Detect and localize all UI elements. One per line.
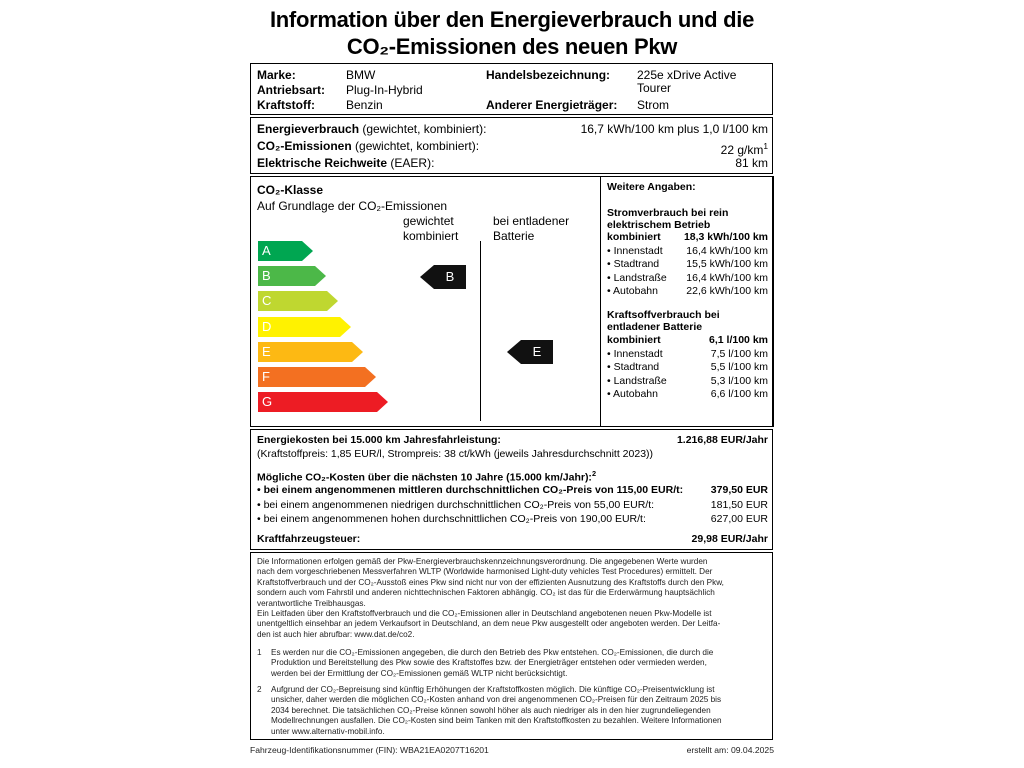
note2-line: 2034 berechnet. Die tatsächlichen CO₂-Preise können sowohl höher als auch niedriger als in den hier zugrundeliegenden xyxy=(271,705,711,715)
paragraph-line: nach dem vorgeschriebenen Messverfahren WLTP (Worldwide harmonised Light-duty vehicles Test Procedures) ermittelt. Der xyxy=(257,567,713,577)
co2-value-wrap xyxy=(721,139,768,157)
strom-heading-2: elektrischem Betrieb xyxy=(607,219,711,231)
anderer-value: Strom xyxy=(637,98,670,112)
weitere-panel xyxy=(600,176,774,427)
energie-suffix: (gewichtet, kombiniert): xyxy=(359,122,487,136)
co2-cost-row-value: 627,00 EUR xyxy=(710,513,768,525)
kraft-row-label: • Landstraße xyxy=(607,374,667,387)
paragraph-line: Die Informationen erfolgen gemäß der Pkw-Energieverbrauchskennzeichnungsverordnung. Die angegebenen Werte wurden xyxy=(257,557,708,566)
discharged-col-line2: Batterie xyxy=(493,229,535,243)
kraft-row-value: 5,5 l/100 km xyxy=(710,361,768,374)
kraft-row-value: 6,6 l/100 km xyxy=(710,388,768,401)
kraft-row-label: • Autobahn xyxy=(607,388,658,401)
discharged-col-line1: bei entladener xyxy=(493,214,570,228)
co2-class-heading: CO₂-Klasse xyxy=(257,183,324,197)
kraft-row-label: • Innenstadt xyxy=(607,347,663,360)
energiekosten-label: Energiekosten bei 15.000 km Jahresfahrleistung: xyxy=(257,434,501,446)
reichweite-suffix: (EAER): xyxy=(387,156,435,170)
class-bar-d xyxy=(258,317,351,337)
co2-kosten-heading: Mögliche CO₂-Kosten über die nächsten 10 Jahre (15.000 km/Jahr): xyxy=(257,471,592,484)
antrieb-value: Plug-In-Hybrid xyxy=(346,83,423,97)
co2-cost-row-label: • bei einem angenommenen mittleren durchschnittlichen CO₂-Preis von 115,00 EUR/t: xyxy=(257,484,684,496)
strom-row-value: 15,5 kWh/100 km xyxy=(686,258,768,271)
costs-box xyxy=(250,429,773,550)
kraft-row-label: • Stadtrand xyxy=(607,361,660,374)
class-bar-label: C xyxy=(262,293,272,309)
kraft-row-value: 7,5 l/100 km xyxy=(710,347,768,360)
strom-heading-1: Stromverbrauch bei rein xyxy=(607,207,729,219)
weighted-class-label: B xyxy=(434,265,466,289)
kraft-row-label: kombiniert xyxy=(607,334,661,346)
kraftstoff-value: Benzin xyxy=(346,98,383,112)
class-bar-tip xyxy=(340,317,351,337)
class-bar-fill xyxy=(258,367,365,387)
note2-line: Modellrechnungen ausfallen. Die CO₂-Kosten sind beim Tanken mit den Kraftstoffkosten zu bezahlen. Weitere Informationen xyxy=(271,716,722,726)
class-bar-label: B xyxy=(262,268,271,284)
co2-class-subheading: Auf Grundlage der CO₂-Emissionen xyxy=(257,199,448,213)
reichweite-label: Elektrische Reichweite xyxy=(257,156,388,170)
co2-cost-row-label: • bei einem angenommenen hohen durchschnittlichen CO₂-Preis von 190,00 EUR/t: xyxy=(257,513,646,525)
note1-line: Produktion und Bereitstellung des Pkw sowie des Kraftstoffes bzw. der Energieträger entstehen oder vermieden werden, xyxy=(271,658,707,668)
co2-cost-row-value: 379,50 EUR xyxy=(710,484,768,496)
co2-value: 22 g/km xyxy=(720,143,764,157)
weighted-col-line2: kombiniert xyxy=(403,229,459,243)
energiekosten-note: (Kraftstoffpreis: 1,85 EUR/l, Strompreis: 38 ct/kWh (jeweils Jahresdurchschnitt 2023)) xyxy=(257,448,654,460)
co2-kosten-heading-wrap xyxy=(257,467,596,485)
energie-row xyxy=(257,122,486,136)
footnotes-box xyxy=(250,552,773,740)
class-bar-label: A xyxy=(262,243,271,258)
class-bar-tip xyxy=(302,241,313,261)
weighted-col-line1: gewichtet xyxy=(403,214,454,228)
strom-row-value: 16,4 kWh/100 km xyxy=(686,271,768,284)
class-bar-label: D xyxy=(262,318,272,334)
reichweite-row xyxy=(257,156,434,170)
class-bar-tip xyxy=(377,392,388,412)
paragraph-line: unentgeltlich einsehbar an jedem Verkaufsort in Deutschland, an dem neue Pkw ausgestellt oder angeboten werden. Der Leitfa- xyxy=(257,619,721,629)
co2-cost-row-label: • bei einem angenommenen niedrigen durchschnittlichen CO₂-Preis von 55,00 EUR/t: xyxy=(257,498,655,511)
strom-row-label: • Autobahn xyxy=(607,285,658,298)
co2-footnote-ref: 1 xyxy=(763,141,768,151)
paragraph-line: den ist auch hier abrufbar: www.dat.de/co2. xyxy=(257,629,415,639)
energie-label: Energieverbrauch xyxy=(257,122,360,136)
handels-label: Handelsbezeichnung: xyxy=(486,68,611,82)
kraft-row-value: 5,3 l/100 km xyxy=(710,374,768,387)
strom-row-label: • Innenstadt xyxy=(607,244,663,257)
co2-label: CO₂-Emissionen xyxy=(257,139,352,153)
handels-value-2: Tourer xyxy=(637,81,672,95)
class-bar-fill xyxy=(258,342,352,362)
note2-number: 2 xyxy=(257,685,262,694)
strom-row-value: 16,4 kWh/100 km xyxy=(686,244,768,257)
note2-line: Aufgrund der CO₂-Bepreisung sind künftig Erhöhungen der Kraftstoffkosten möglich. Die künftige CO₂-Preisentwicklung ist xyxy=(271,685,715,694)
kraft-heading-1: Kraftsoffverbrauch bei xyxy=(607,309,720,321)
class-bar-a xyxy=(258,241,313,261)
antrieb-label: Antriebsart: xyxy=(257,83,326,97)
class-bar-g xyxy=(258,392,388,412)
strom-row-label: • Landstraße xyxy=(607,271,667,284)
energie-value: 16,7 kWh/100 km plus 1,0 l/100 km xyxy=(580,122,768,136)
steuer-label: Kraftfahrzeugsteuer: xyxy=(257,533,361,545)
marke-label: Marke: xyxy=(257,68,296,82)
vehicle-box xyxy=(250,63,773,115)
class-bar-tip xyxy=(352,342,363,362)
page-title-line2: CO₂-Emissionen des neuen Pkw xyxy=(346,34,678,59)
kraft-heading-2: entladener Batterie xyxy=(607,321,703,333)
co2-class-box xyxy=(250,176,773,427)
class-bar-e xyxy=(258,342,363,362)
marke-value: BMW xyxy=(346,68,376,82)
consumption-box xyxy=(250,117,773,174)
note2-line: unter www.alternativ-mobil.info. xyxy=(271,726,385,736)
steuer-value: 29,98 EUR/Jahr xyxy=(691,533,768,545)
column-divider xyxy=(480,241,481,421)
strom-row-label: • Stadtrand xyxy=(607,258,660,271)
class-bar-fill xyxy=(258,392,377,412)
discharged-class-label: E xyxy=(521,340,553,364)
weitere-heading: Weitere Angaben: xyxy=(607,181,696,193)
co2-kosten-footnote-ref: 2 xyxy=(591,469,597,478)
note1-number: 1 xyxy=(257,648,262,657)
page-title-line1: Information über den Energieverbrauch und die xyxy=(269,7,754,32)
class-bar-tip xyxy=(365,367,376,387)
class-bar-tip xyxy=(327,291,338,311)
kraftstoff-label: Kraftstoff: xyxy=(257,98,315,112)
note1-line: werden bei der Ermittlung der CO₂-Emissionen gemäß WLTP nicht berücksichtigt. xyxy=(271,668,568,678)
strom-row-value: 18,3 kWh/100 km xyxy=(683,231,768,243)
weighted-marker-tip xyxy=(420,265,434,289)
fin-number: Fahrzeug-Identifikationsnummer (FIN): WBA21EA0207T16201 xyxy=(250,745,489,755)
energiekosten-value: 1.216,88 EUR/Jahr xyxy=(676,434,768,446)
paragraph-line: verantwortliche Treibhausgas. xyxy=(257,598,366,608)
co2-suffix: (gewichtet, kombiniert): xyxy=(351,139,480,153)
handels-value-1: 225e xDrive Active xyxy=(637,68,737,82)
discharged-marker-tip xyxy=(507,340,521,364)
reichweite-value: 81 km xyxy=(735,156,768,170)
class-bar-label: F xyxy=(262,369,270,384)
anderer-label: Anderer Energieträger: xyxy=(486,98,618,112)
paragraph-line: Ein Leitfaden über den Kraftstoffverbrauch und die CO₂-Emissionen aller in Deutschland angebotenen neuen Pkw-Modelle ist xyxy=(257,609,712,618)
creation-date: erstellt am: 09.04.2025 xyxy=(686,745,774,755)
class-bar-tip xyxy=(315,266,326,286)
class-bar-c xyxy=(258,291,338,311)
note2-line: unsicher, daher werden die möglichen CO₂-Kosten anhand von drei angenommenen CO₂-Preisen für den Zeitraum 2025 bis xyxy=(271,695,722,705)
discharged-class-marker xyxy=(507,340,553,364)
class-bar-b xyxy=(258,266,326,286)
kraft-row-value: 6,1 l/100 km xyxy=(709,334,768,346)
strom-row-value: 22,6 kWh/100 km xyxy=(686,285,768,298)
class-bar-label: E xyxy=(262,343,271,359)
class-bar-label: G xyxy=(262,394,273,410)
co2-cost-row-value: 181,50 EUR xyxy=(710,498,768,511)
weighted-class-marker xyxy=(420,265,466,289)
strom-row-label: kombiniert xyxy=(607,231,661,243)
paragraph-line: sondern auch vom Fahrstil und anderen nichttechnischen Faktoren abhängig. CO₂ ist das für die Erderwärmung hauptsächlich xyxy=(257,588,715,598)
class-bar-f xyxy=(258,367,376,387)
paragraph-line: Kraftstoffverbrauch und der CO₂-Ausstoß eines Pkw sind nicht nur von der effizienten Ausnutzung des Kraftstoffs durch den Pkw, xyxy=(257,577,724,587)
note1-line: Es werden nur die CO₂-Emissionen angegeben, die durch den Betrieb des Pkw entstehen. CO₂-Emissionen, die durch die xyxy=(271,648,714,657)
co2-row xyxy=(257,139,479,153)
